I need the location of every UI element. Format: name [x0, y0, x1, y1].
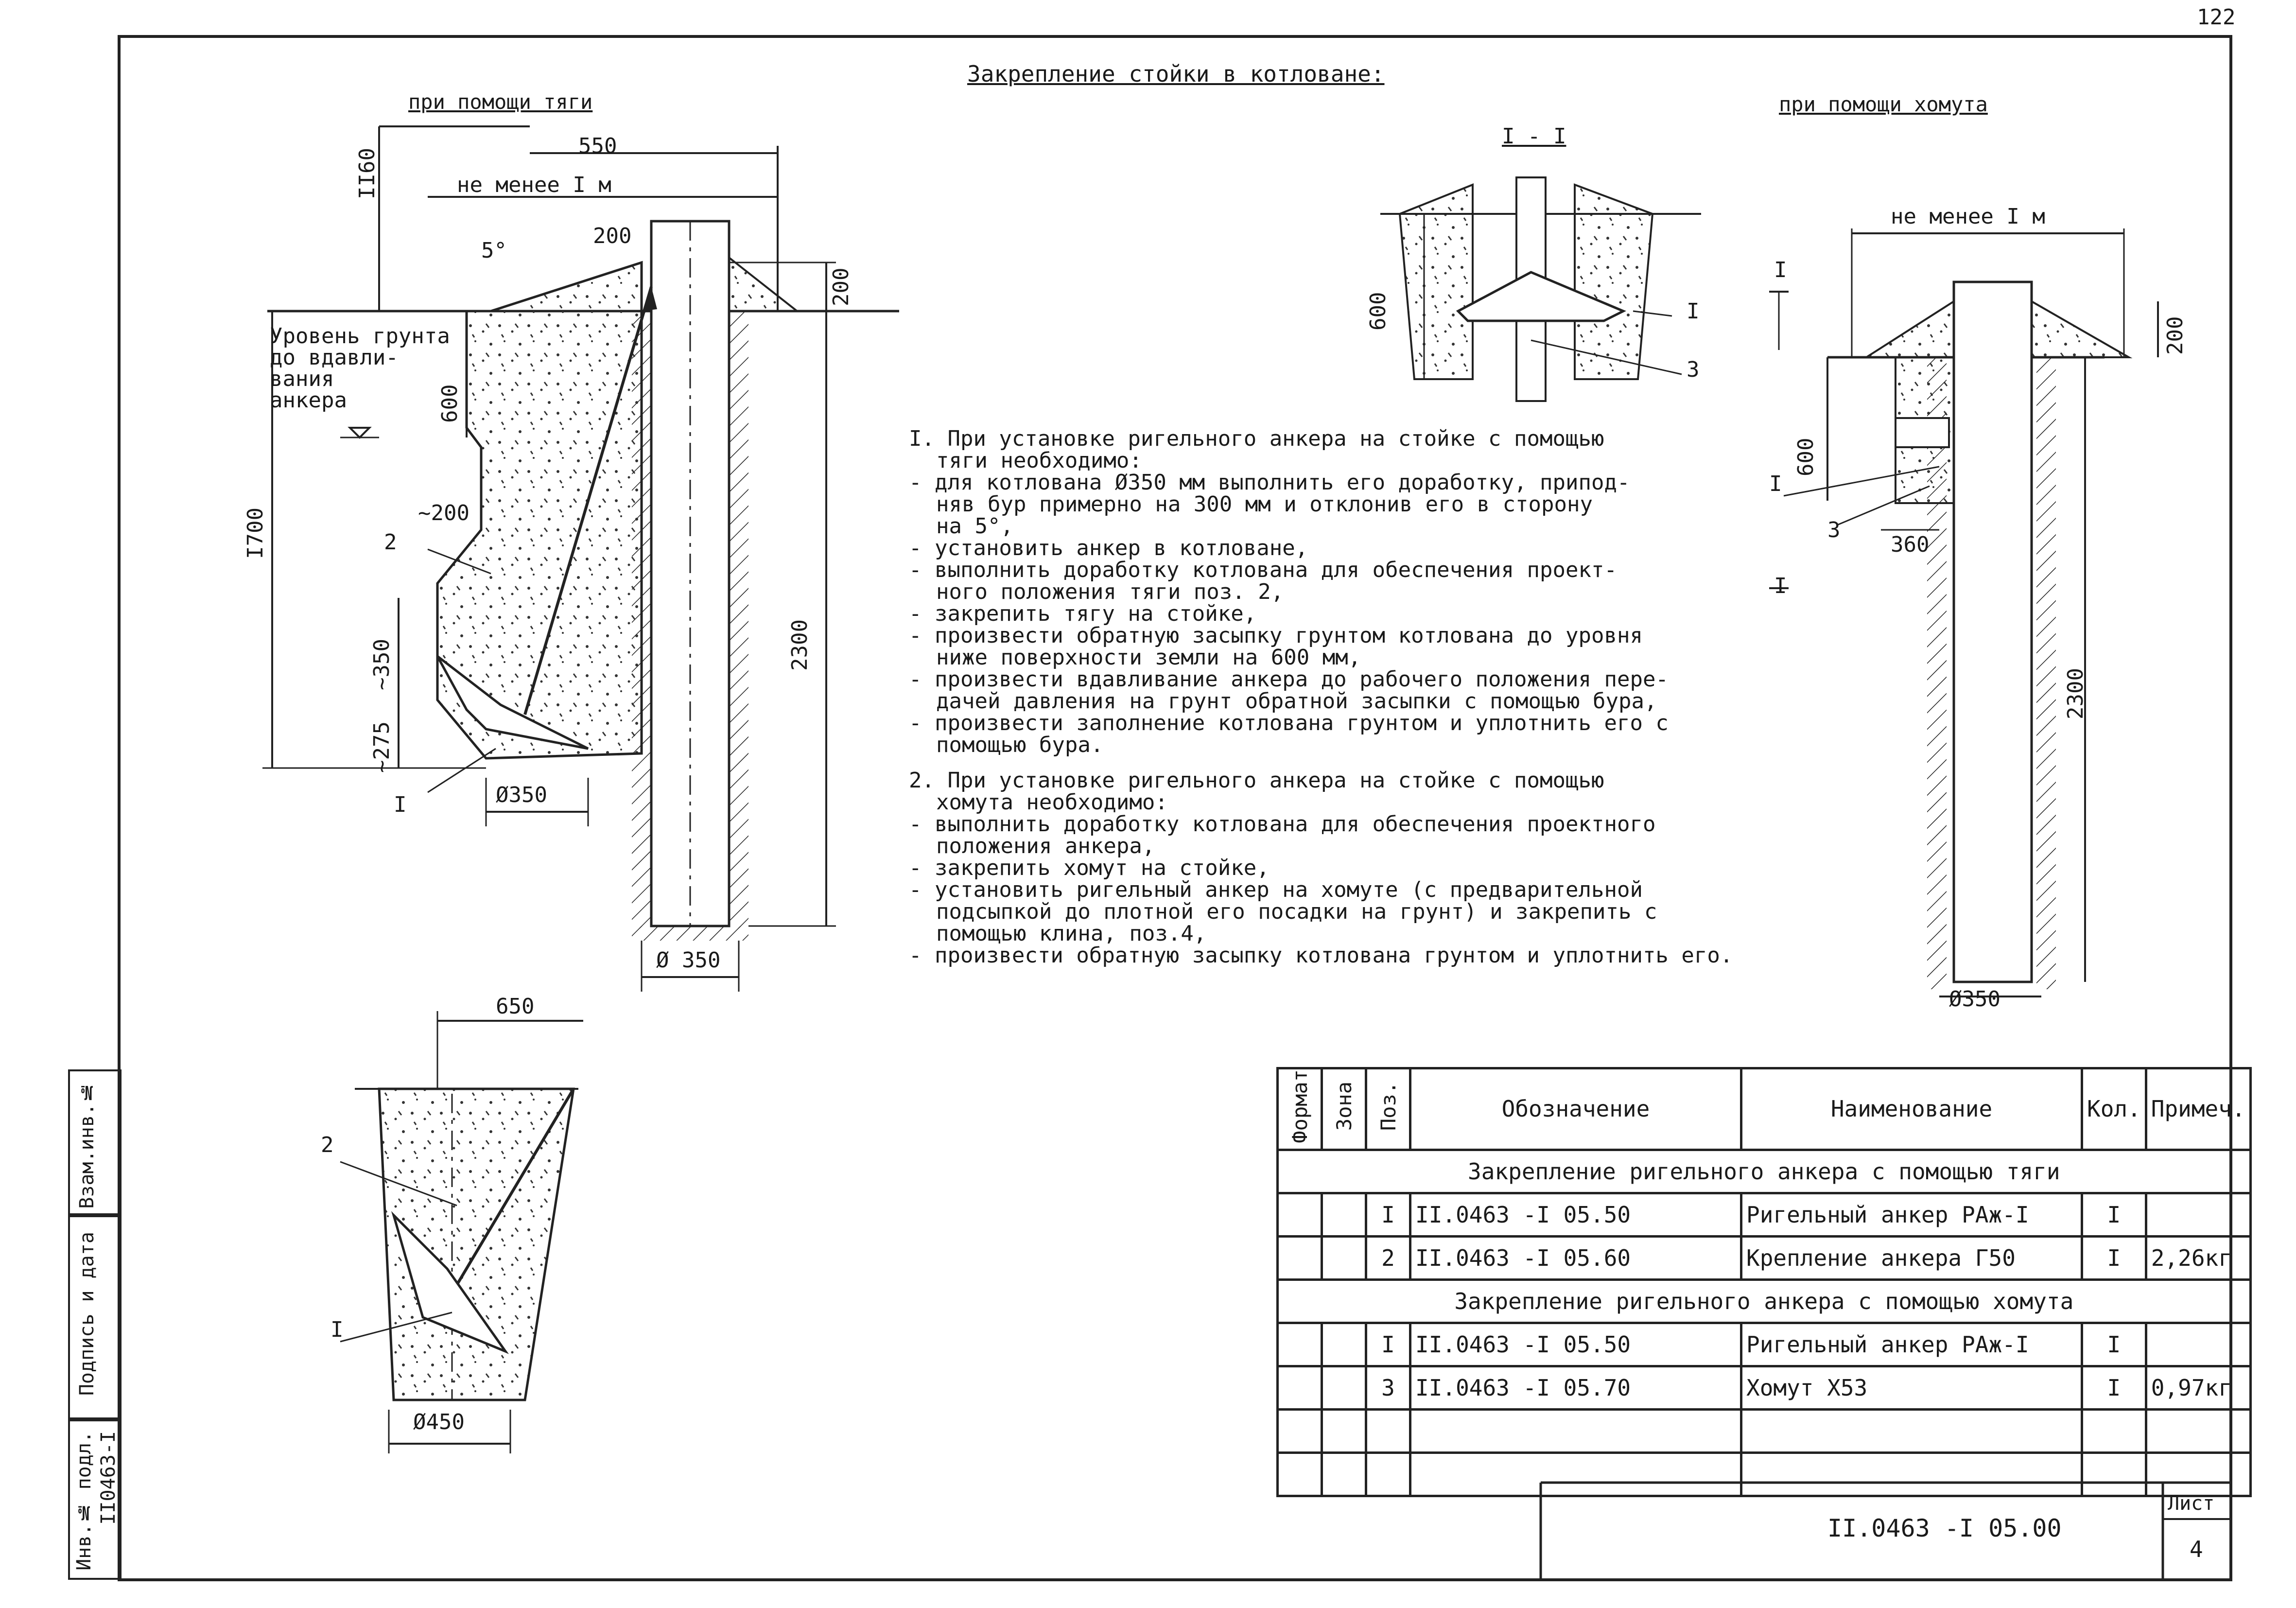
note-line: ного положения тяги поз. 2, — [936, 579, 1284, 604]
right-dim-360: 360 — [1891, 532, 1930, 557]
side-inv-podl: Инв.№ подл. II0463-I — [68, 1419, 122, 1580]
note-line: помощью клина, поз.4, — [936, 921, 1207, 946]
note-line: хомута необходимо: — [936, 790, 1168, 815]
note-line: I. При установке ригельного анкера на стойке с помощью — [909, 426, 1604, 451]
note-line: тяги необходимо: — [936, 448, 1142, 473]
spec-cell: 0,97кг — [2146, 1366, 2250, 1409]
spec-row — [1278, 1452, 2251, 1496]
spec-cell: II.0463 -I 05.60 — [1410, 1236, 1741, 1279]
note-line: - установить анкер в котловане, — [909, 536, 1308, 560]
page-title: Закрепление стойки в котловане: — [967, 61, 1385, 87]
spec-cell — [1322, 1452, 1366, 1496]
col-pos: Поз. — [1366, 1068, 1410, 1150]
note-line: 2. При установке ригельного анкера на стойке с помощью — [909, 768, 1604, 793]
dim-1160: II60 — [355, 148, 380, 199]
spec-cell — [1410, 1409, 1741, 1452]
sheet-label: Лист — [2168, 1492, 2215, 1515]
spec-cell — [1278, 1366, 1322, 1409]
dim-200-mid: ~200 — [418, 501, 470, 525]
spec-cell: II.0463 -I 05.50 — [1410, 1323, 1741, 1366]
spec-cell: Ригельный анкер РАж-I — [1741, 1323, 2082, 1366]
spec-cell — [2082, 1409, 2146, 1452]
spec-cell — [1322, 1236, 1366, 1279]
spec-group-row — [1278, 1279, 2251, 1323]
spec-cell: I — [1366, 1323, 1410, 1366]
spec-cell — [1322, 1366, 1366, 1409]
spec-cell — [2146, 1452, 2250, 1496]
spec-group-title: Закрепление ригельного анкера с помощью хомута — [1278, 1279, 2251, 1323]
spec-cell — [2146, 1409, 2250, 1452]
spec-cell — [1366, 1409, 1410, 1452]
col-zone: Зона — [1322, 1068, 1366, 1150]
col-designation: Обозначение — [1410, 1068, 1741, 1150]
spec-cell — [1278, 1236, 1322, 1279]
sheet-number: 4 — [2190, 1536, 2203, 1562]
spec-cell: I — [1366, 1193, 1410, 1236]
col-qty: Кол. — [2082, 1068, 2146, 1150]
side-sign-date: Подпись и дата — [68, 1215, 122, 1419]
note-line: подсыпкой до плотной его посадки на грунт) и закрепить с — [936, 899, 1657, 924]
spec-cell — [1366, 1452, 1410, 1496]
spec-row — [1278, 1193, 2251, 1236]
spec-cell — [2146, 1193, 2250, 1236]
side-vzam: Взам.инв.№ — [68, 1069, 122, 1215]
dim-600: 600 — [437, 384, 462, 423]
note-line: - закрепить тягу на стойке, — [909, 601, 1257, 626]
spec-cell — [2146, 1323, 2250, 1366]
right-callout-3: 3 — [1827, 518, 1841, 542]
note-line: помощью бура. — [936, 733, 1104, 757]
section-callout-1: I — [1687, 299, 1700, 324]
right-drawing-title: при помощи хомута — [1779, 92, 1988, 116]
spec-cell — [1322, 1193, 1366, 1236]
note-line: - установить ригельный анкер на хомуте (с предварительной — [909, 877, 1643, 902]
note-line: положения анкера, — [936, 834, 1155, 858]
ground-level-label: Уровень грунта до вдавли- вания анкера — [270, 324, 450, 413]
note-line: - для котлована Ø350 мм выполнить его доработку, припод- — [909, 470, 1630, 495]
spec-row — [1278, 1323, 2251, 1366]
section-callout-3: 3 — [1687, 357, 1700, 382]
spec-cell: Ригельный анкер РАж-I — [1741, 1193, 2082, 1236]
page-number: 122 — [2197, 5, 2236, 30]
spec-cell: I — [2082, 1366, 2146, 1409]
right-dim-200: 200 — [2163, 316, 2188, 355]
bottom-callout-2: 2 — [321, 1133, 334, 1157]
note-line: - произвести обратную засыпку котлована грунтом и уплотнить его. — [909, 943, 1733, 968]
bottom-callout-1: I — [330, 1317, 344, 1342]
spec-row — [1278, 1366, 2251, 1409]
spec-cell: 2,26кг — [2146, 1236, 2250, 1279]
right-dim-dia-pole: Ø350 — [1949, 987, 2000, 1012]
dim-dia-pole: Ø 350 — [656, 948, 721, 973]
note-line: - закрепить хомут на стойке, — [909, 856, 1270, 880]
spec-cell: I — [2082, 1323, 2146, 1366]
dim-angle: 5° — [481, 238, 507, 263]
callout-pos-1: I — [394, 792, 407, 817]
spec-cell — [2082, 1452, 2146, 1496]
right-dim-not-less-1m: не менее I м — [1891, 204, 2045, 229]
document-designation: II.0463 -I 05.00 — [1827, 1514, 2062, 1542]
spec-group-row — [1278, 1150, 2251, 1193]
section-title: I - I — [1502, 124, 1566, 149]
dim-200-right: 200 — [829, 267, 853, 306]
note-line: - произвести вдавливание анкера до рабочего положения пере- — [909, 667, 1669, 692]
section-dim-600: 600 — [1366, 292, 1391, 331]
spec-cell: II.0463 -I 05.70 — [1410, 1366, 1741, 1409]
callout-pos-2: 2 — [384, 530, 397, 555]
spec-group-title: Закрепление ригельного анкера с помощью тяги — [1278, 1150, 2251, 1193]
dim-2300: 2300 — [787, 619, 812, 671]
col-format: Формат — [1278, 1068, 1322, 1150]
spec-cell: I — [2082, 1236, 2146, 1279]
dim-550: 550 — [578, 134, 617, 158]
spec-cell — [1741, 1452, 2082, 1496]
spec-cell: I — [2082, 1193, 2146, 1236]
spec-body — [1278, 1150, 2251, 1496]
dim-dia-hole: Ø350 — [496, 783, 547, 807]
spec-cell: II.0463 -I 05.50 — [1410, 1193, 1741, 1236]
spec-cell: Крепление анкера Г50 — [1741, 1236, 2082, 1279]
note-line: дачей давления на грунт обратной засыпки с помощью бура, — [936, 689, 1657, 714]
spec-row — [1278, 1409, 2251, 1452]
spec-cell — [1410, 1452, 1741, 1496]
note-line: няв бур примерно на 300 мм и отклонив его в сторону — [936, 492, 1593, 517]
dim-275-approx: ~275 — [369, 721, 394, 773]
note-line: - произвести заполнение котлована грунтом и уплотнить его с — [909, 711, 1669, 735]
side-stamp — [68, 1069, 122, 1580]
spec-cell — [1278, 1193, 1322, 1236]
spec-cell — [1278, 1409, 1322, 1452]
spec-cell: 2 — [1366, 1236, 1410, 1279]
spec-row — [1278, 1236, 2251, 1279]
spec-cell: Хомут Х53 — [1741, 1366, 2082, 1409]
installation-notes — [909, 428, 1832, 966]
note-line: ниже поверхности земли на 600 мм, — [936, 645, 1361, 670]
note-line: - выполнить доработку котлована для обеспечения проект- — [909, 558, 1617, 582]
spec-cell: 3 — [1366, 1366, 1410, 1409]
specification-table — [1276, 1067, 2252, 1497]
note-line: - выполнить доработку котлована для обеспечения проектного — [909, 812, 1656, 837]
spec-header-row — [1278, 1068, 2251, 1150]
right-section-mark-bottom: I — [1774, 574, 1787, 598]
bottom-dim-650: 650 — [496, 994, 535, 1019]
right-section-mark-top: I — [1774, 258, 1787, 282]
spec-cell — [1278, 1323, 1322, 1366]
spec-cell — [1741, 1409, 2082, 1452]
col-note: Примеч. — [2146, 1068, 2250, 1150]
right-callout-1: I — [1769, 472, 1782, 496]
dim-not-less-1m: не менее I м — [457, 173, 611, 197]
dim-200-top: 200 — [593, 224, 632, 248]
dim-1700: I700 — [243, 507, 268, 559]
right-dim-600: 600 — [1793, 437, 1818, 476]
spec-cell — [1322, 1409, 1366, 1452]
note-line: на 5°, — [936, 514, 1013, 539]
right-dim-2300: 2300 — [2063, 668, 2088, 719]
note-line: - произвести обратную засыпку грунтом котлована до уровня — [909, 623, 1643, 648]
note-gap — [909, 756, 1832, 769]
col-name: Наименование — [1741, 1068, 2082, 1150]
spec-cell — [1322, 1323, 1366, 1366]
dim-350-approx: ~350 — [369, 639, 394, 690]
left-drawing-title: при помощи тяги — [408, 90, 593, 114]
bottom-dim-dia: Ø450 — [413, 1410, 465, 1434]
spec-cell — [1278, 1452, 1322, 1496]
